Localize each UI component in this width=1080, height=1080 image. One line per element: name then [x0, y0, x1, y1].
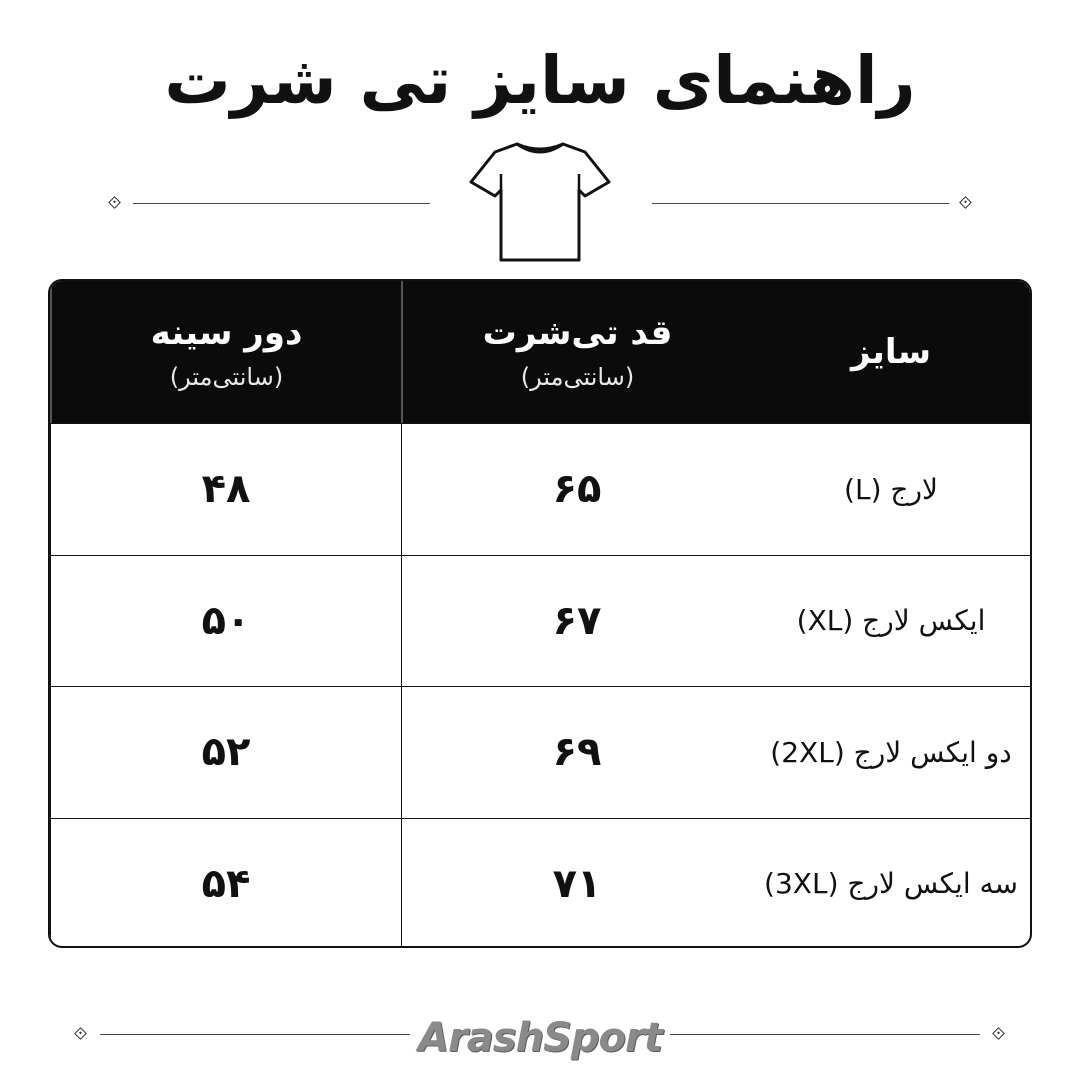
brand-logo: ArashSport: [418, 1015, 662, 1061]
chest-value: ۵۲: [201, 729, 251, 776]
length-cell: [401, 556, 752, 687]
size-label: لارج (L): [844, 472, 938, 506]
chest-value: ۵۴: [201, 860, 251, 907]
length-value: ۶۷: [552, 597, 602, 644]
size-table: [48, 279, 1032, 948]
header-size: [752, 281, 1030, 423]
size-label: دو ایکس لارج (2XL): [770, 735, 1012, 769]
table-row: [50, 423, 1030, 555]
length-cell: [401, 819, 752, 949]
size-cell: [752, 687, 1030, 818]
header-unit: (سانتی‌متر): [169, 363, 284, 391]
chest-cell: [50, 687, 401, 818]
header-label: دور سینه: [150, 313, 303, 353]
top-divider-right: [652, 203, 949, 204]
header-label: سایز: [850, 332, 932, 372]
diamond-icon: [959, 196, 972, 209]
chest-cell: [50, 556, 401, 687]
chest-value: ۴۸: [201, 466, 251, 513]
length-cell: [401, 687, 752, 818]
length-value: ۶۵: [552, 466, 602, 513]
header-label: قد تی‌شرت: [482, 313, 673, 353]
size-label: ایکس لارج (XL): [796, 604, 986, 638]
top-divider-left: [133, 203, 430, 204]
header-unit: (سانتی‌متر): [520, 363, 635, 391]
size-cell: [752, 819, 1030, 949]
chest-cell: [50, 424, 401, 555]
chest-value: ۵۰: [201, 597, 251, 644]
length-value: ۷۱: [552, 860, 602, 907]
length-value: ۶۹: [552, 729, 602, 776]
chest-cell: [50, 819, 401, 949]
diamond-icon: [108, 196, 121, 209]
size-label: سه ایکس لارج (3XL): [764, 867, 1018, 901]
table-header: [50, 281, 1030, 423]
header-chest: [50, 281, 401, 423]
table-row: [50, 818, 1030, 949]
page-title: راهنمای سایز تی شرت: [164, 42, 916, 119]
table-row: [50, 686, 1030, 818]
tshirt-icon: [465, 138, 615, 264]
size-cell: [752, 424, 1030, 555]
size-cell: [752, 556, 1030, 687]
length-cell: [401, 424, 752, 555]
table-row: [50, 555, 1030, 687]
header-length: [401, 281, 752, 423]
